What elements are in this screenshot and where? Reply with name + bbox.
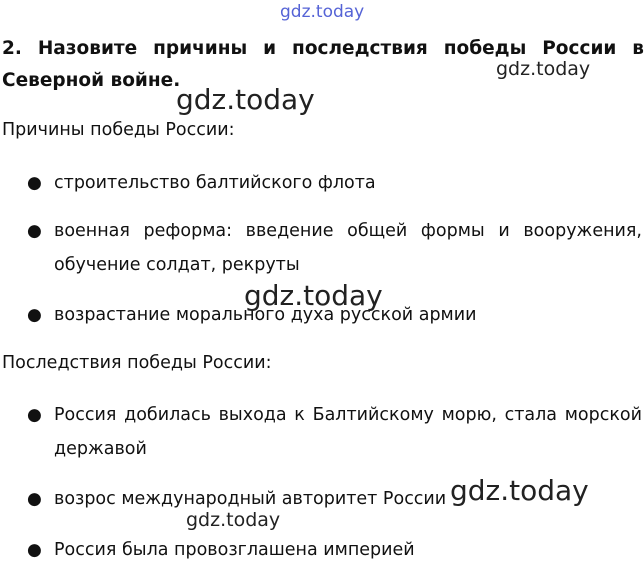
effects-title: Последствия победы России: <box>2 353 272 373</box>
watermark: gdz.today <box>176 83 315 116</box>
bullet-icon: ● <box>27 540 42 560</box>
bullet-icon: ● <box>27 173 42 193</box>
list-item-text: строительство балтийского флота <box>54 173 376 193</box>
bullet-icon: ● <box>27 305 42 325</box>
list-item-text: возрастание морального духа русской армии <box>54 305 477 325</box>
list-item-text: возрос международный авторитет России <box>54 489 447 509</box>
watermark: gdz.today <box>450 474 589 507</box>
watermark-top: gdz.today <box>280 2 365 22</box>
list-item <box>0 166 644 200</box>
list-item-text: военная реформа: введение общей формы и вооружения, обучение солдат, рекруты <box>54 221 642 275</box>
bullet-icon: ● <box>27 405 42 425</box>
list-item <box>0 533 644 567</box>
causes-title: Причины победы России: <box>2 120 235 140</box>
list-item-text: Россия добилась выхода к Балтийскому морю, стала морской державой <box>54 405 642 459</box>
bullet-icon: ● <box>27 221 42 241</box>
list-item <box>0 214 644 282</box>
bullet-icon: ● <box>27 489 42 509</box>
watermark: gdz.today <box>186 509 281 531</box>
list-item-text: Россия была провозглашена империей <box>54 540 415 560</box>
watermark: gdz.today <box>244 279 383 312</box>
question-heading: 2. Назовите причины и последствия победы России в Северной войне. <box>2 38 644 91</box>
list-item <box>0 398 644 466</box>
watermark: gdz.today <box>496 58 591 80</box>
